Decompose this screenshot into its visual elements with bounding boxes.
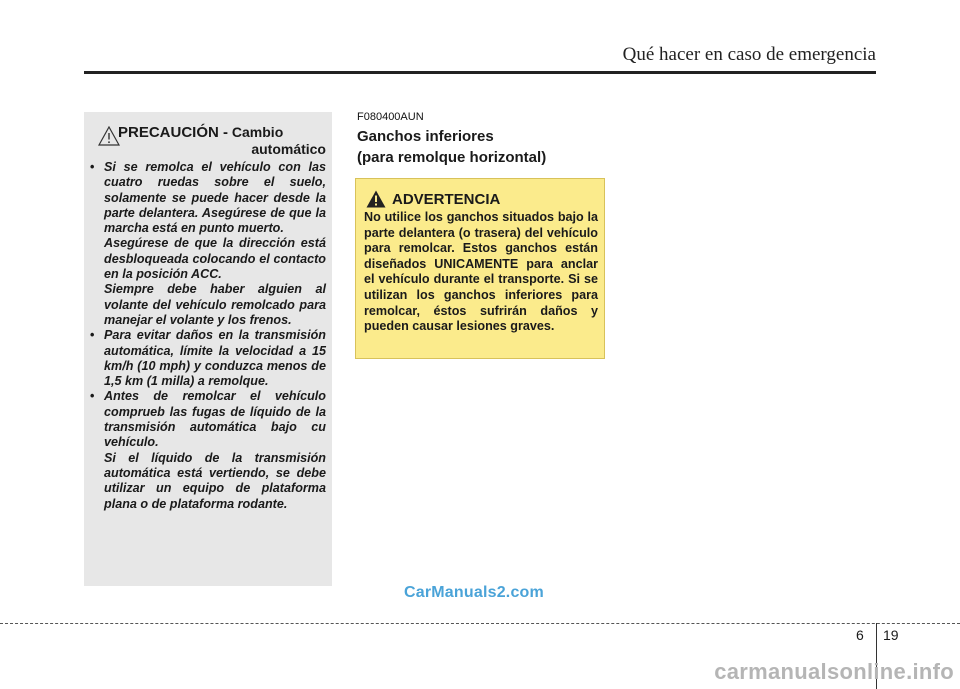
caution-item-sub: Asegúrese de que la dirección está desbloqueada colocando el contacto en la posición ACC.	[104, 236, 326, 282]
caution-list	[90, 160, 326, 512]
watermark-bottom[interactable]: carmanualsonline.info	[714, 659, 954, 684]
caution-title-main: PRECAUCIÓN -	[118, 124, 229, 141]
caution-title	[118, 124, 326, 158]
caution-item-main: • Si se remolca el vehículo con las cuatro ruedas sobre el suelo, solamente se puede hacer desde la parte delantera. Asegúrese de que la marcha está en punto muerto.	[90, 160, 326, 236]
caution-item-main: • Antes de remolcar el vehículo comprueb las fugas de líquido de la transmisión automática bajo cu vehículo.	[90, 389, 326, 450]
page-number: 19	[883, 627, 899, 643]
warning-box	[355, 178, 605, 359]
page-header-title: Qué hacer en caso de emergencia	[622, 44, 876, 65]
list-item	[90, 389, 326, 511]
section-title-line2: (para remolque horizontal)	[357, 149, 547, 166]
watermark-middle[interactable]: CarManuals2.com	[404, 584, 544, 601]
footer-rule	[0, 623, 960, 624]
caution-item-sub: Si el líquido de la transmisión automática está vertiendo, se debe utilizar un equipo de plataforma plana o de plataforma rodante.	[104, 450, 326, 511]
list-item	[90, 328, 326, 389]
section-title	[357, 126, 546, 168]
caution-item-main: • Para evitar daños en la transmisión automática, límite la velocidad a 15 km/h (10 mph) y conduzca menos de 1,5 km (1 milla) a remolque.	[90, 328, 326, 389]
caution-title-rest: Cambio	[228, 124, 284, 140]
section-code: F080400AUN	[357, 111, 424, 123]
page-chapter-number: 6	[856, 627, 864, 643]
warning-title: ADVERTENCIA	[392, 191, 501, 208]
warning-triangle-icon	[366, 190, 386, 208]
header-rule	[84, 71, 876, 74]
list-item	[90, 160, 326, 328]
caution-title-line2: automático	[251, 141, 326, 157]
section-title-line1: Ganchos inferiores	[357, 128, 494, 145]
caution-triangle-icon	[98, 126, 120, 146]
caution-box	[84, 112, 332, 586]
caution-item-sub: Siempre debe haber alguien al volante del vehículo remolcado para manejar el volante y los frenos.	[104, 282, 326, 327]
warning-text: No utilice los ganchos situados bajo la parte delantera (o trasera) del vehículo para remolcar. Estos ganchos están diseñados UNICAMENTE para anclar el vehículo durante el transporte. Si se utilizan los ganchos inferiores para remolcar, éstos sufrirán daños y pueden causar lesiones graves.	[364, 210, 598, 334]
